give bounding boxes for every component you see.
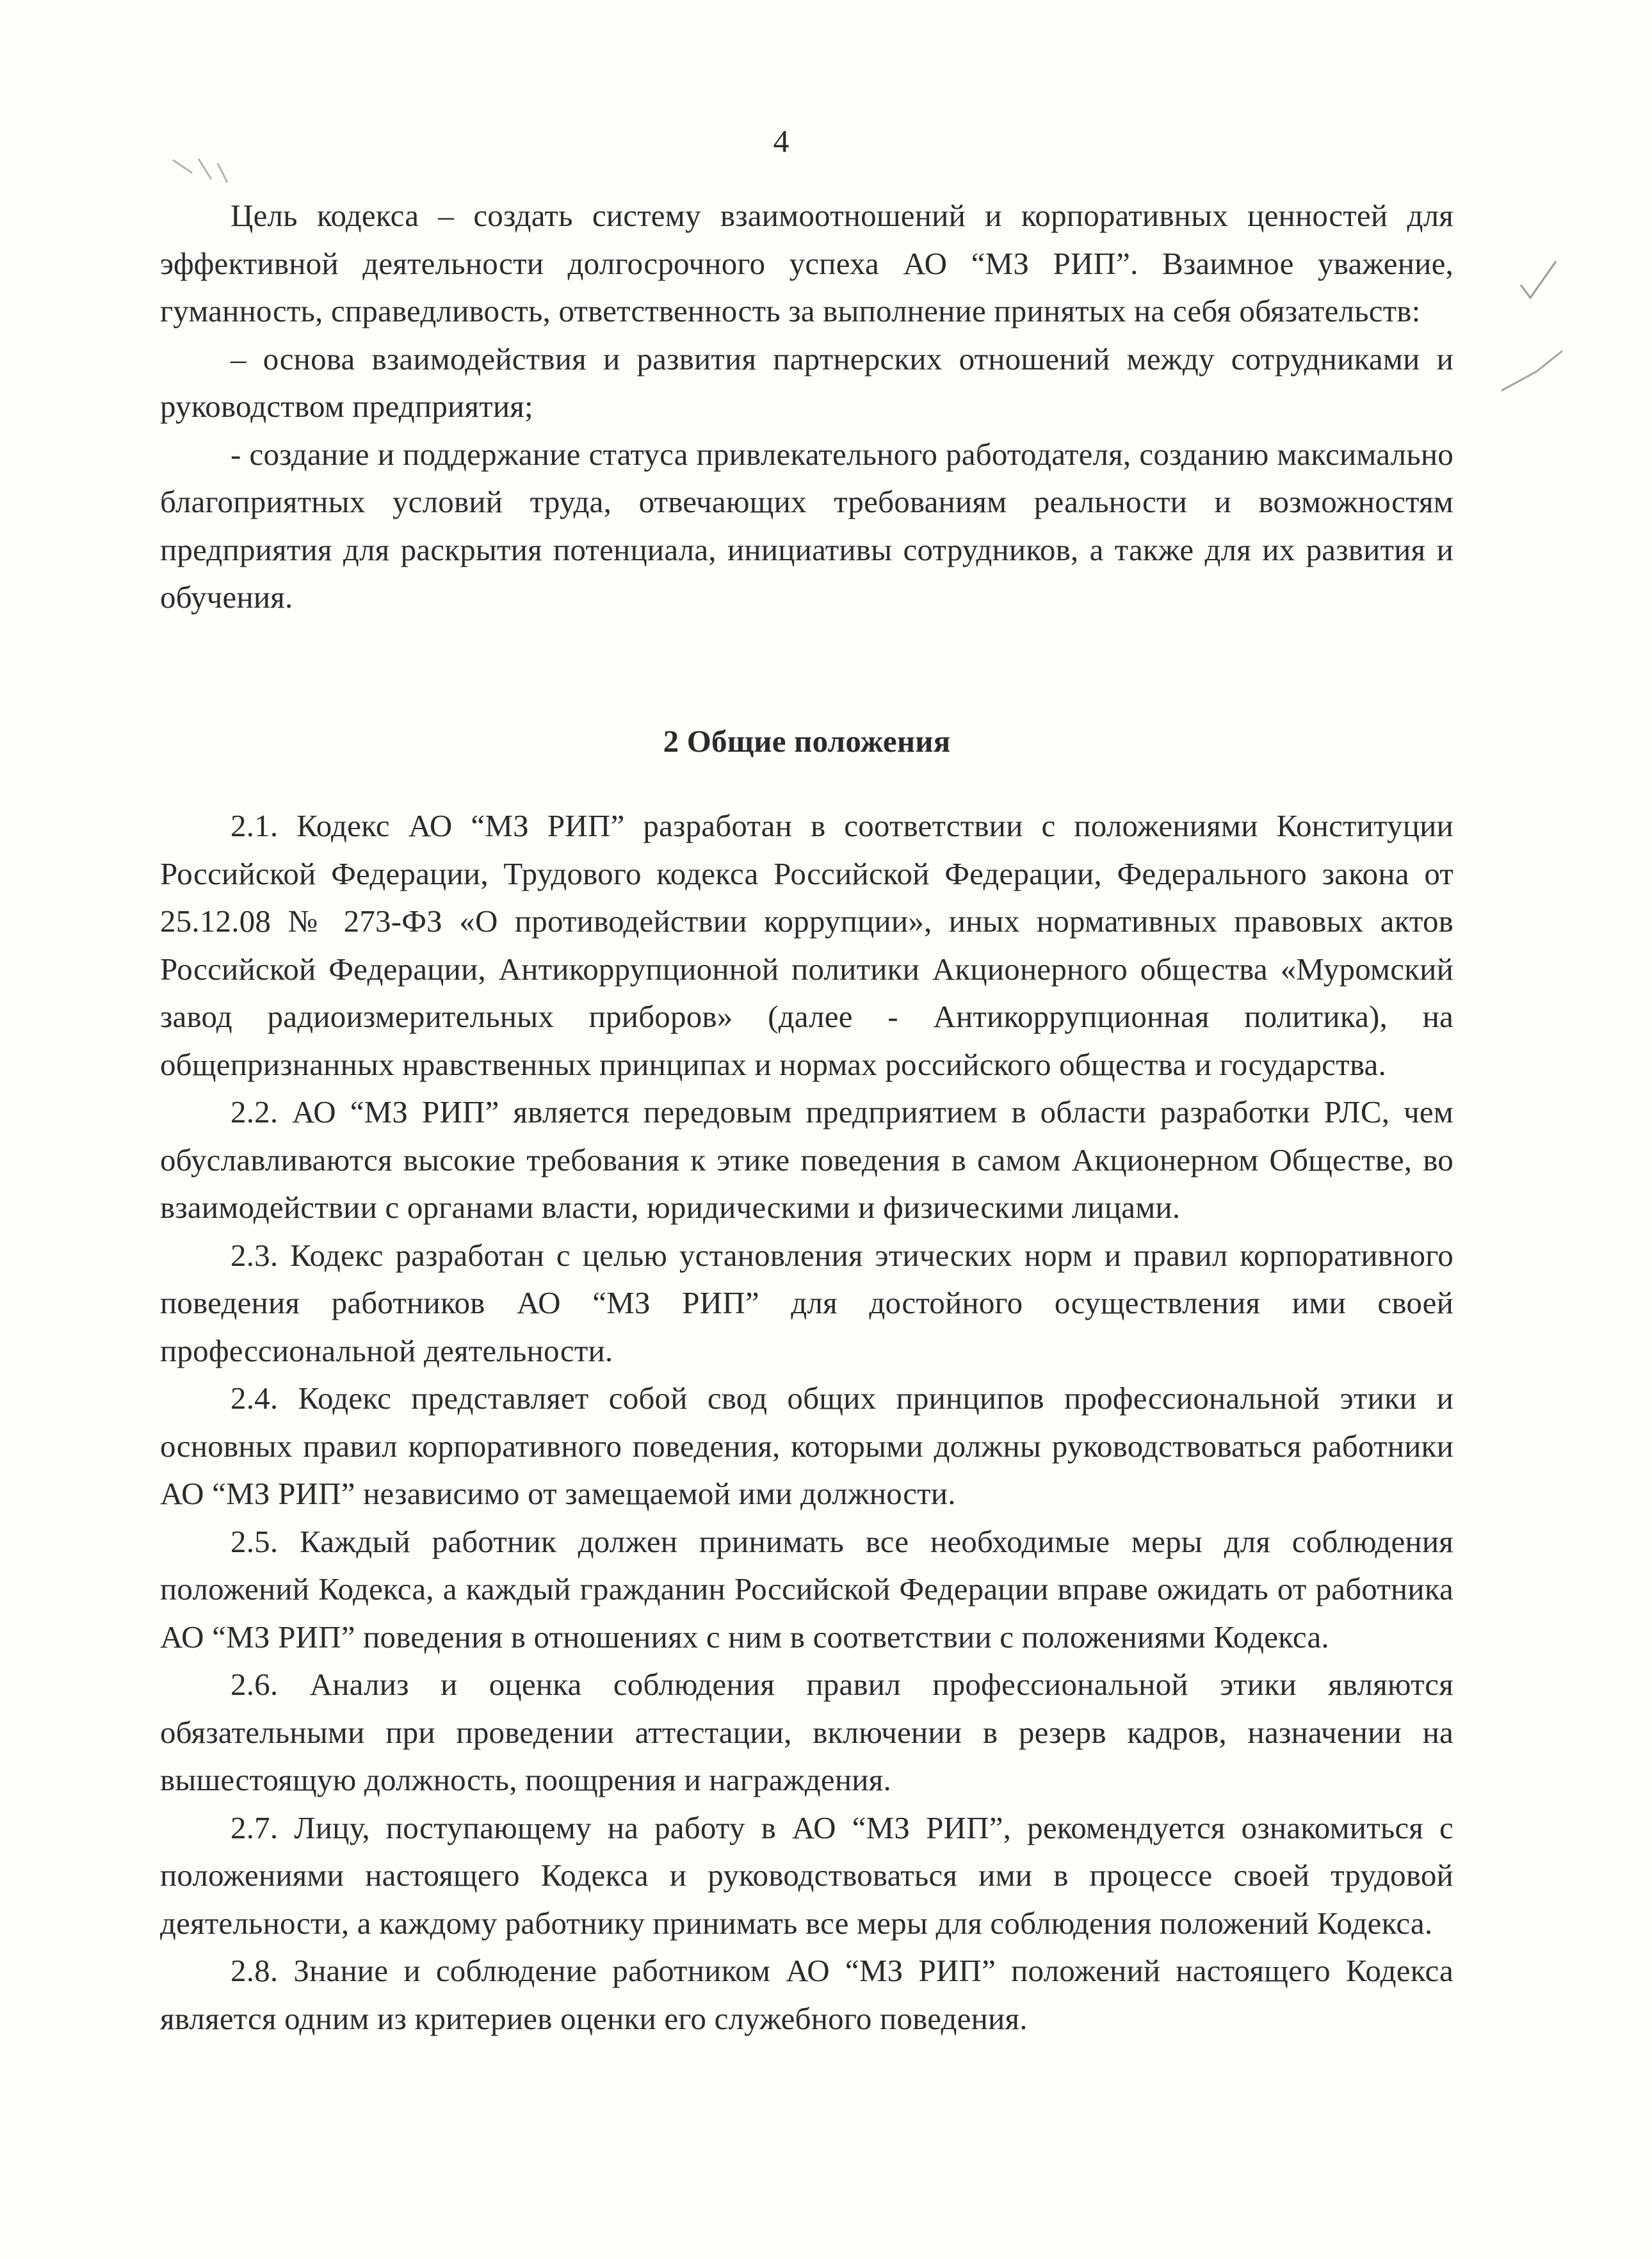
- pencil-checkmark-icon: [1518, 256, 1562, 307]
- scan-smudge-icon: [166, 147, 237, 198]
- page-number: 4: [773, 123, 790, 159]
- document-body: [160, 192, 1454, 2043]
- clause-2-1: 2.1. Кодекс АО “МЗ РИП” разработан в соответствии с положениями Конституции Российской Федерации, Трудового кодекса Российской Федерации, Федерального закона от 25.12.08 № 273-ФЗ «О противодействии коррупции», иных нормативных правовых актов Российской Федерации, Антикоррупционной политики Акционерного общества «Муромский завод радиоизмерительных приборов» (далее - Антикоррупционная политика), на общепризнанных нравственных принципах и нормах российского общества и государства.: [160, 808, 1454, 1082]
- clause-2-5: 2.5. Каждый работник должен принимать все необходимые меры для соблюдения положений Кодекса, а каждый гражданин Российской Федерации вправе ожидать от работника АО “МЗ РИП” поведения в отношениях с ним в соответствии с положениями Кодекса.: [160, 1523, 1454, 1655]
- clause-2-3: 2.3. Кодекс разработан с целью установления этических норм и правил корпоративного поведения работников АО “МЗ РИП” для достойного осуществления ими своей профессиональной деятельности.: [160, 1237, 1454, 1368]
- clause-2-4: 2.4. Кодекс представляет собой свод общих принципов профессиональной этики и основных правил корпоративного поведения, которыми должны руководствоваться работники АО “МЗ РИП” независимо от замещаемой ими должности.: [160, 1380, 1454, 1511]
- intro-bullet-1: – основа взаимодействия и развития партнерских отношений между сотрудниками и руководством предприятия;: [160, 341, 1454, 424]
- pencil-stroke-icon: [1498, 346, 1569, 397]
- clause-2-6: 2.6. Анализ и оценка соблюдения правил профессиональной этики являются обязательными при проведении аттестации, включении в резерв кадров, назначении на вышестоящую должность, поощрения и награждения.: [160, 1667, 1454, 1797]
- clause-2-8: 2.8. Знание и соблюдение работником АО “МЗ РИП” положений настоящего Кодекса является одним из критериев оценки его служебного поведения.: [160, 1953, 1454, 2036]
- clause-2-7: 2.7. Лицу, поступающему на работу в АО “МЗ РИП”, рекомендуется ознакомиться с положениями настоящего Кодекса и руководствоваться ими в процессе своей трудовой деятельности, а каждому работнику принимать все меры для соблюдения положений Кодекса.: [160, 1810, 1454, 1941]
- intro-bullet-2: - создание и поддержание статуса привлекательного работодателя, созданию максимально благоприятных условий труда, отвечающих требованиям реальности и возможностям предприятия для раскрытия потенциала, инициативы сотрудников, а также для их развития и обучения.: [160, 436, 1454, 615]
- intro-paragraph: Цель кодекса – создать систему взаимоотношений и корпоративных ценностей для эффективной деятельности долгосрочного успеха АО “МЗ РИП”. Взаимное уважение, гуманность, справедливость, ответственность за выполнение принятых на себя обязательств:: [160, 198, 1454, 328]
- clause-2-2: 2.2. АО “МЗ РИП” является передовым предприятием в области разработки РЛС, чем обуславливаются высокие требования к этике поведения в самом Акционерном Обществе, во взаимодействии с органами власти, юридическими и физическими лицами.: [160, 1094, 1454, 1225]
- section-title: 2 Общие положения: [663, 723, 951, 759]
